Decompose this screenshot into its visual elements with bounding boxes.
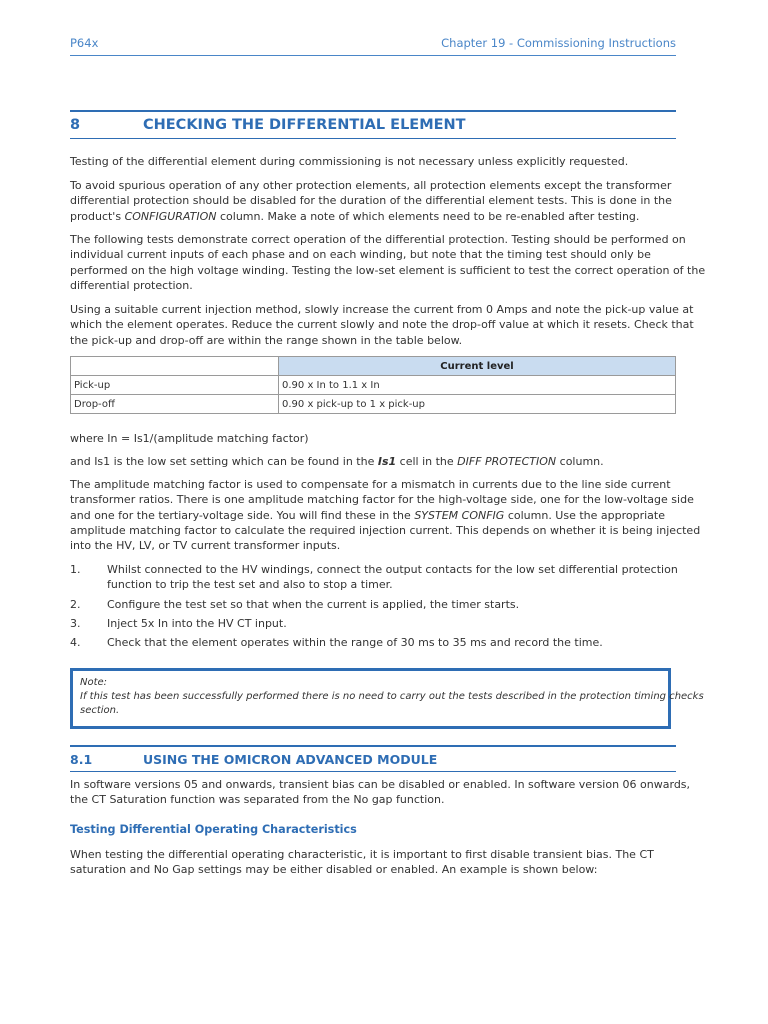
subheading: Testing Differential Operating Characteristics xyxy=(70,823,357,836)
list-item: 3. Inject 5x In into the HV CT input. xyxy=(70,616,287,630)
table-cell-value: 0.90 x In to 1.1 x In xyxy=(279,376,676,395)
table-row xyxy=(71,395,676,414)
list-item: 4. Check that the element operates within the range of 30 ms to 35 ms and record the time. xyxy=(70,636,603,650)
table-row xyxy=(71,376,676,395)
table-header-cell: Current level xyxy=(279,357,676,376)
chapter-title: Chapter 19 - Commissioning Instructions xyxy=(441,36,676,50)
current-level-table xyxy=(70,356,676,414)
header-divider xyxy=(70,55,676,56)
paragraph: To avoid spurious operation of any other protection elements, all protection elements except the transformer differential protection should be disabled for the duration of the differential element tests. This is done in the product's CONFIGURATION column. Make a note of which elements need to be re-enabled after testing. xyxy=(70,179,672,223)
paragraph: and Is1 is the low set setting which can be found in the Is1 cell in the DIFF PROTECTION column. xyxy=(70,455,604,468)
menu-column-name: SYSTEM CONFIG xyxy=(414,508,505,522)
subsection-rule-bottom xyxy=(70,771,676,772)
product-name: P64x xyxy=(70,36,99,50)
list-number: 4. xyxy=(70,636,81,650)
table-cell-label: Drop-off xyxy=(71,395,279,414)
table-cell-value: 0.90 x pick-up to 1 x pick-up xyxy=(279,395,676,414)
menu-column-name: DIFF PROTECTION xyxy=(457,455,557,468)
paragraph: Testing of the differential element during commissioning is not necessary unless explicitly requested. xyxy=(70,155,629,168)
paragraph: where In = Is1/(amplitude matching factor) xyxy=(70,432,309,445)
section-rule-bottom xyxy=(70,138,676,139)
paragraph: When testing the differential operating characteristic, it is important to first disable transient bias. The CT saturation and No Gap settings may be either disabled or enabled. An example is shown below: xyxy=(70,848,654,877)
note-text: section. xyxy=(80,705,120,716)
subsection-title: USING THE OMICRON ADVANCED MODULE xyxy=(143,752,438,767)
running-header xyxy=(70,36,676,54)
subsection-number: 8.1 xyxy=(70,752,93,767)
procedure-list xyxy=(70,562,676,654)
note-text: If this test has been successfully performed there is no need to carry out the tests described in the protection timing checks xyxy=(80,691,704,702)
section-rule-top xyxy=(70,110,676,112)
note-box xyxy=(70,668,704,729)
list-item: 1. Whilst connected to the HV windings, connect the output contacts for the low set differential protection function to trip the test set and also to stop a timer. xyxy=(70,563,678,592)
list-item: 2. Configure the test set so that when the current is applied, the timer starts. xyxy=(70,597,520,611)
paragraph: The amplitude matching factor is used to compensate for a mismatch in currents due to the line side current transformer ratios. There is one amplitude matching factor for the high-voltage side, one for the low-voltage side and one for the tertiary-voltage side. You will find these in the SYSTEM CONFIG column. Use the appropriate amplitude matching factor to calculate the required injection current. This depends on whether it is being injected into the HV, LV, or TV current transformer inputs. xyxy=(70,478,701,553)
table-cell-label: Pick-up xyxy=(71,376,279,395)
cell-name: Is1 xyxy=(377,455,397,468)
paragraph: Using a suitable current injection method, slowly increase the current from 0 Amps and note the pick-up value at which the element operates. Reduce the current slowly and note the drop-off value at which it resets. Check that the pick-up and drop-off are within the range shown in the table below. xyxy=(70,303,694,347)
note-label: Note: xyxy=(80,677,108,688)
list-number: 1. xyxy=(70,563,81,576)
paragraph: In software versions 05 and onwards, transient bias can be disabled or enabled. In software version 06 onwards, the CT Saturation function was separated from the No gap function. xyxy=(70,778,691,807)
subsection-rule-top xyxy=(70,745,676,747)
section-number: 8 xyxy=(70,117,81,133)
table-header-row xyxy=(71,357,676,376)
table-header-blank xyxy=(71,357,279,376)
menu-column-name: CONFIGURATION xyxy=(124,209,217,223)
paragraph: The following tests demonstrate correct operation of the differential protection. Testing should be performed on individual current inputs of each phase and on each winding, but note that the timing test should only be performed on the high voltage winding. Testing the low-set element is sufficient to test the correct operation of the differential protection. xyxy=(70,233,706,292)
list-number: 2. xyxy=(70,597,81,611)
section-title: CHECKING THE DIFFERENTIAL ELEMENT xyxy=(143,117,466,133)
list-number: 3. xyxy=(70,616,81,630)
